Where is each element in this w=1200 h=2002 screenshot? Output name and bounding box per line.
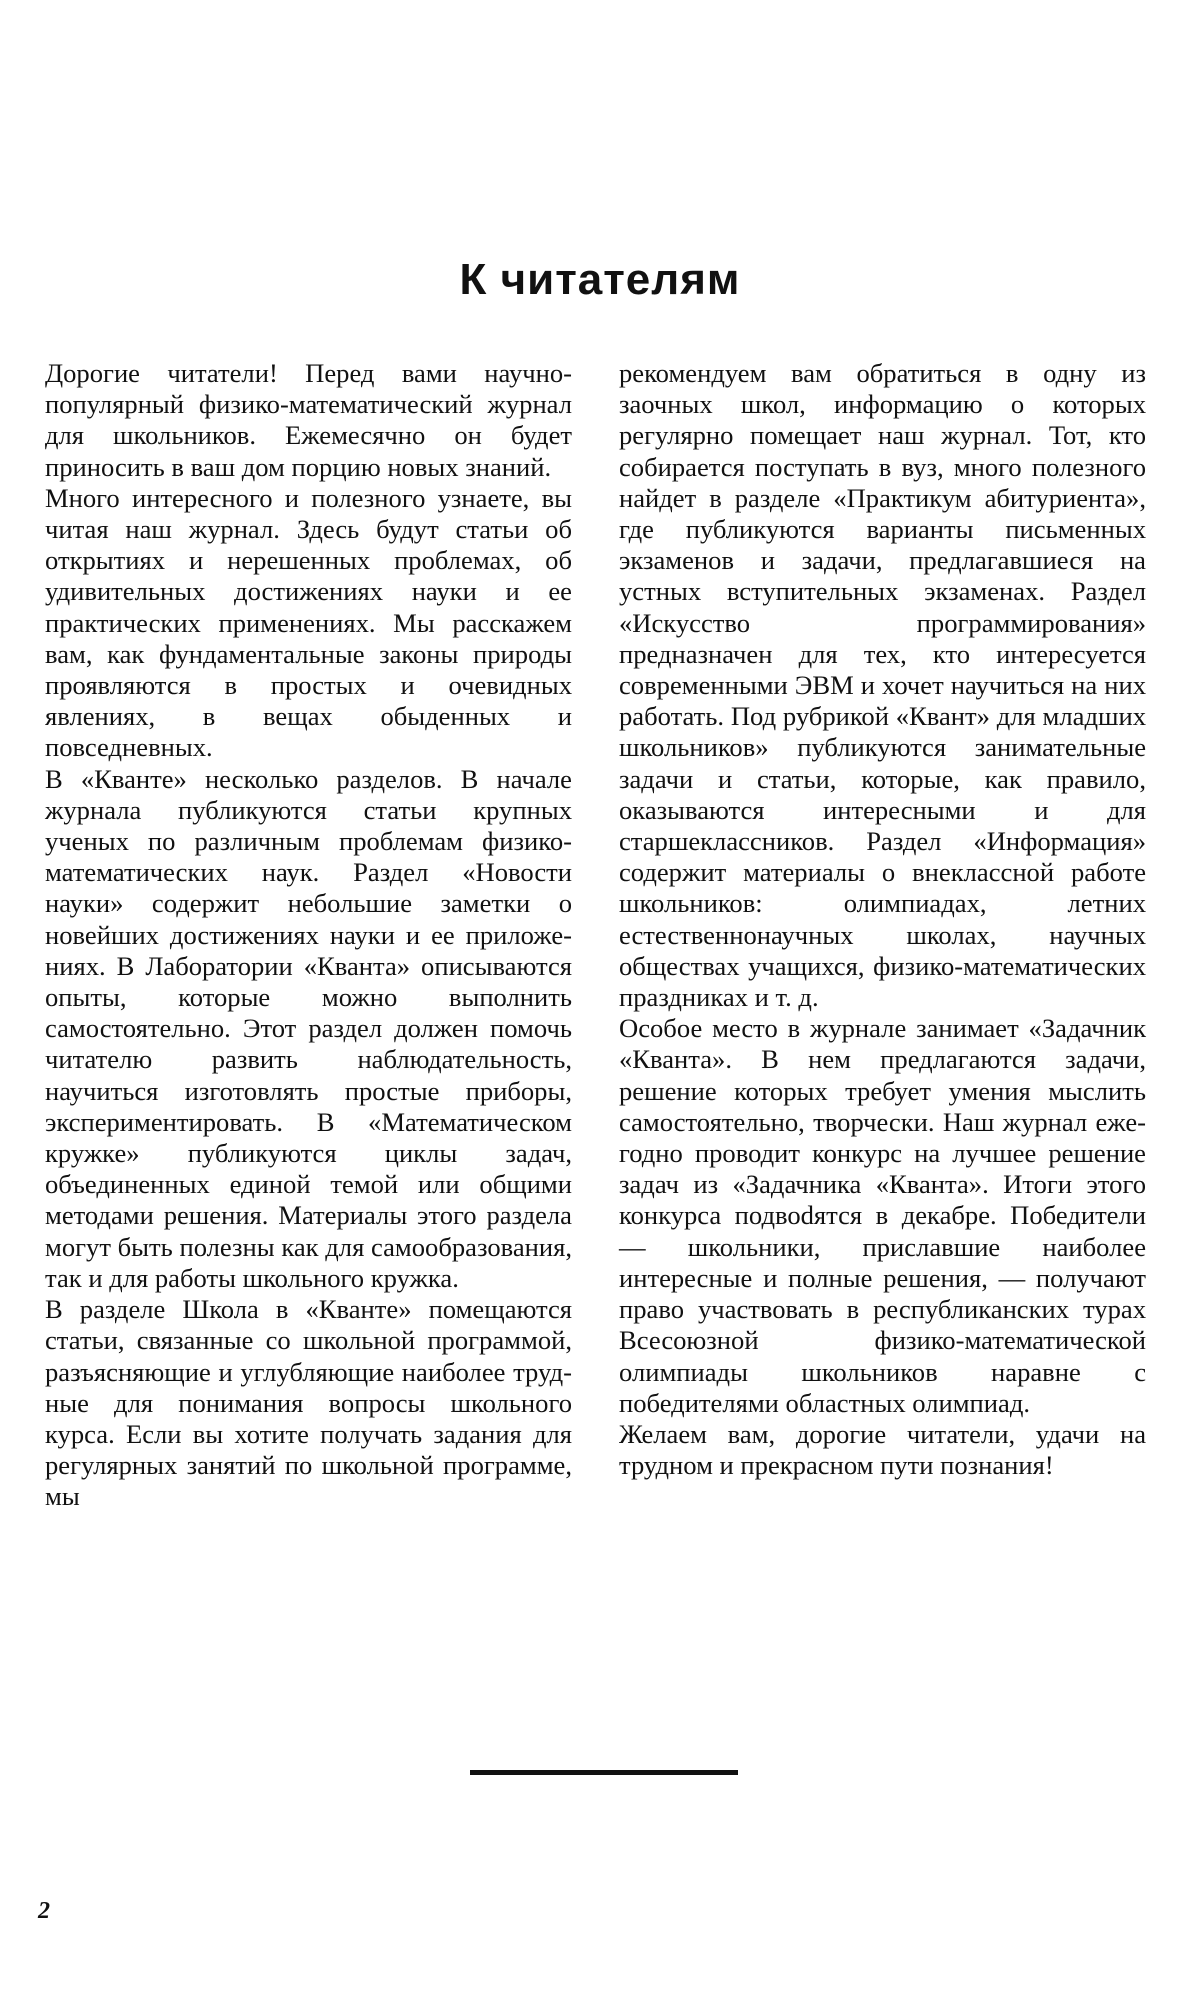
paragraph-content: Много интересного и полезного узнаете, вы читая наш журнал. Здесь будут статьи об открытиях и нерешенных проблемах, об удивительных достижениях науки и ее практических применениях. Мы расскажем вам, как фундаментальные законы природы проявляются в простых и очевидных явлениях, в вещах обыденных и повседневных. [45,482,572,763]
right-column [619,358,1146,1481]
closing-rule [470,1770,738,1775]
article-title: К читателям [459,255,741,304]
left-column [45,358,572,1513]
paragraph-problem-book: Особое место в журнале занимает «Задачник «Кванта». В нем предлагаются задачи, решение которых требует умения мыслить самостоятельно, творчески. Наш журнал ежегодно проводит конкурс на лучшее решение задач из «Задачника «Кванта». Итоги этого конкурса подвоdятся в декабре. Победители — школьники, приславшие наиболее интересные и полные решения, — получают право участвовать в республиканских турах Всесоюзной физико-математической олимпиады школьников наравне с победителями областных олимпиад. [619,1013,1146,1418]
paragraph-closing: Желаем вам, дорогие читатели, удачи на трудном и прекрасном пути познания! [619,1418,1146,1481]
paragraph-school: В разделе Школа в «Кванте» помещаются статьи, связанные со школьной программой, разъясняющие и углубляющие наиболее трудные для понимания вопросы школьного курса. Если вы хотите получать задания для регулярных занятий по школьной программе, мы [45,1294,572,1512]
page-number: 2 [38,1898,50,1924]
paragraph-sections-continued: рекомендуем вам обратиться в одну из заочных школ, информацию о которых регулярно помещает наш журнал. Тот, кто собирается поступать в вуз, много полезного найдет в разделе «Практикум абитуриента», где публикуются варианты письменных экзаменов и задачи, предлагавшиеся на устных вступительных экзаменах. Раздел «Искусство программирования» предназначен для тех, кто интересуется современными ЭВМ и хочет научиться на них работать. Под рубрикой «Квант» для младших школьников» публикуются занимательные задачи и статьи, которые, как правило, оказываются интересными и для старшеклассников. Раздел «Информация» содержит материалы о внеклассной работе школьников: олимпиадах, летних естественнонаучных школах, научных обществах учащихся, физико-математических праздниках и т. д. [619,358,1146,1013]
paragraph-intro: Дорогие читатели! Перед вами научно-популярный физико-математический журнал для школьников. Ежемесячно он будет приносить в ваш дом порцию новых знаний. [45,358,572,482]
paragraph-sections: В «Кванте» несколько разделов. В начале журнала публикуются статьи крупных ученых по различным проблемам физико-математических наук. Раздел «Новости науки» содержит небольшие заметки о новейших достижениях науки и ее приложениях. В Лаборатории «Кванта» описываются опыты, которые можно выполнить самостоятельно. Этот раздел должен помочь читателю развить наблюдательность, научиться изготовлять простые приборы, экспериментировать. В «Математическом кружке» публикуются циклы задач, объединенных единой темой или общими методами решения. Материалы этого раздела могут быть полезны как для самообразования, так и для работы школьного кружка. [45,763,572,1293]
